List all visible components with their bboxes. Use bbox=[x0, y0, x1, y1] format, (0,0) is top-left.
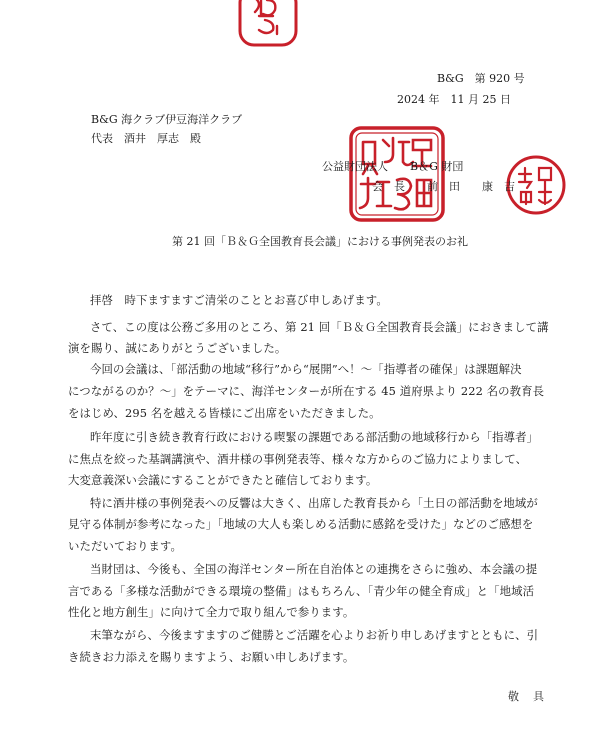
sender-organization: 公益財団法人 B＆G 財団 bbox=[322, 160, 464, 173]
organization-seal-stamp bbox=[347, 124, 447, 224]
body-line: 見守る体制が参考になった」「地域の大人も楽しめる活動に感銘を受けた」などのご感想を bbox=[68, 517, 534, 531]
body-line: 昨年度に引き続き教育行政における喫緊の課題である部活動の地域移行から「指導者」 bbox=[90, 430, 539, 444]
body-line: き続きお力添えを賜りますよう、お願い申しあげます。 bbox=[68, 650, 355, 664]
body-line: 今回の会議は、「部活動の地域“移行”から“展開”へ！～「指導者の確保」は課題解決 bbox=[90, 362, 522, 376]
recipient-organization: B&G 海クラブ伊豆海洋クラブ bbox=[91, 113, 243, 126]
recipient-name: 代表 酒井 厚志 殿 bbox=[91, 132, 201, 145]
letter-title: 第 21 回「Ｂ＆Ｇ全国教育長会議」における事例発表のお礼 bbox=[172, 235, 468, 248]
body-line: につながるのか？～」をテーマに、海洋センターが所在する 45 道府県より 222 名の教育長 bbox=[68, 384, 545, 398]
closing-phrase: 敬具 bbox=[508, 690, 558, 703]
body-line: 特に酒井様の事例発表への反響は大きく、出席した教育長から「土日の部活動を地域が bbox=[90, 496, 538, 510]
document-date: 2024 年 11 月 25 日 bbox=[397, 93, 511, 106]
body-line: 演を賜り、誠にありがとうございました。 bbox=[68, 341, 287, 355]
body-line: さて、この度は公務ご多用のところ、第 21 回「Ｂ＆Ｇ全国教育長会議」におきまして講 bbox=[90, 320, 549, 334]
body-line: 拝啓 時下ますますご清栄のこととお喜び申しあげます。 bbox=[90, 293, 388, 307]
body-line: をはじめ、295 名を越える皆様にご出席をいただきました。 bbox=[68, 406, 381, 420]
body-line: 末筆ながら、今後ますますのご健勝とご活躍を心よりお祈り申しあげますとともに、引 bbox=[90, 628, 539, 642]
document-number: B&G 第 920 号 bbox=[437, 72, 525, 85]
body-line: に焦点を絞った基調講演や、酒井様の事例発表等、様々な方からのご協力によりまして、 bbox=[68, 452, 528, 466]
body-line: 性化と地方創生」に向けて全力で取り組んで参ります。 bbox=[68, 605, 355, 619]
sender-title: 会 長 bbox=[372, 180, 405, 193]
top-seal-stamp bbox=[237, 0, 299, 48]
sender-name: 前 田 康 吉 bbox=[427, 180, 515, 193]
body-line: 当財団は、今後も、全国の海洋センター所在自治体との連携をさらに強め、本会議の提 bbox=[90, 562, 538, 576]
body-line: 言である「多様な活動ができる環境の整備」はもちろん、「青少年の健全育成」と「地域活 bbox=[68, 584, 535, 598]
body-line: 大変意義深い会議にすることができたと確信しております。 bbox=[68, 473, 378, 487]
body-line: いただいております。 bbox=[68, 539, 182, 553]
